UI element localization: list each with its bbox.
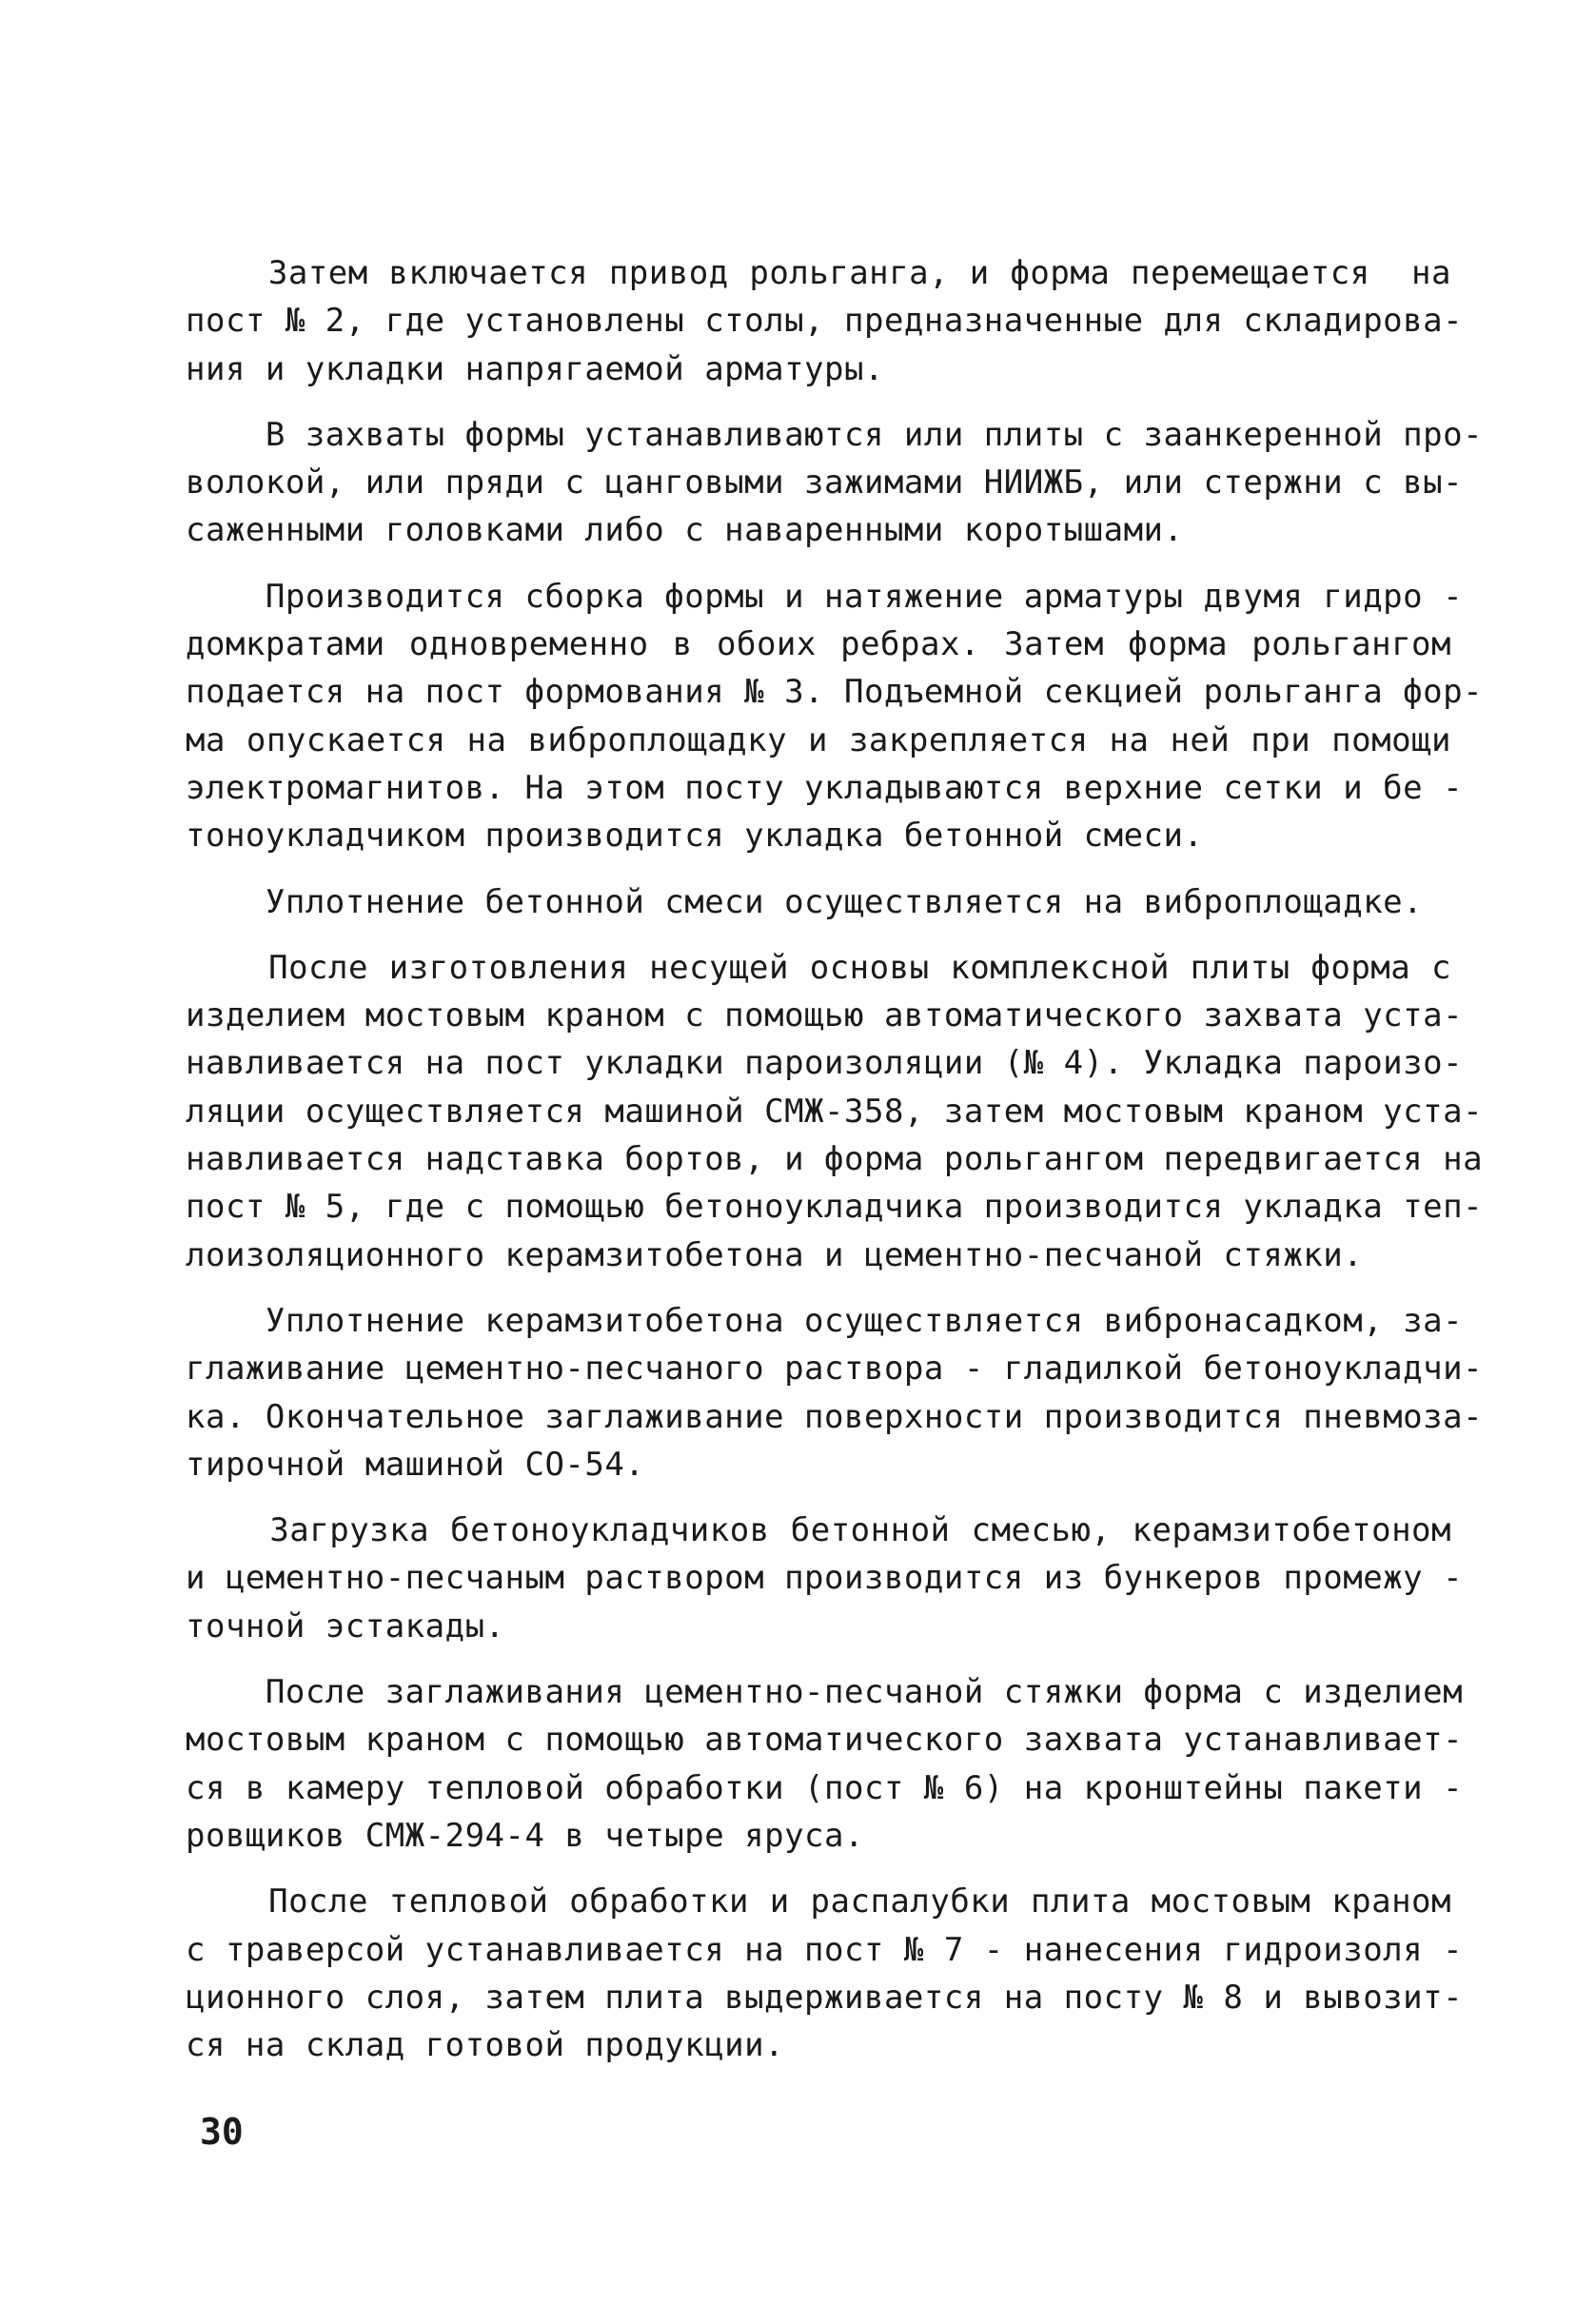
- text-line: ся в камеру тепловой обработки (пост № 6) на кронштейны пакети -: [186, 1768, 1464, 1807]
- paragraph: [186, 1507, 1464, 1650]
- text-line: подается на пост формования № 3. Подъемной секцией рольганга фор-: [186, 673, 1484, 712]
- paragraph: [186, 1297, 1484, 1488]
- text-line: домкратами одновременно в обоих ребрах. Затем форма рольгангом: [186, 625, 1451, 664]
- page-number: 30: [200, 2111, 244, 2153]
- text-line: саженными головками либо с наваренными коротышами.: [186, 511, 1184, 550]
- text-line: глаживание цементно-песчаного раствора - гладилкой бетоноукладчи-: [186, 1350, 1484, 1389]
- text-line: с траверсой устанавливается на пост № 7 - нанесения гидроизоля -: [186, 1930, 1464, 1969]
- text-line: мостовым краном с помощью автоматического захвата устанавливает-: [186, 1721, 1464, 1760]
- text-line: волокой, или пряди с цанговыми зажимами НИИЖБ, или стержни с вы-: [186, 463, 1464, 502]
- paragraph: [186, 249, 1464, 393]
- text-line: лоизоляционного керамзитобетона и цементно-песчаной стяжки.: [186, 1235, 1364, 1274]
- text-line: В захваты формы устанавливаются или плиты с заанкеренной про-: [186, 415, 1484, 454]
- text-line: ционного слоя, затем плита выдерживается на посту № 8 и вывозит-: [186, 1978, 1464, 2017]
- paragraph: [186, 411, 1484, 555]
- text-line: После тепловой обработки и распалубки плита мостовым краном: [186, 1882, 1451, 1921]
- text-line: тирочной машиной СО-54.: [186, 1445, 645, 1484]
- text-line: ся на склад готовой продукции.: [186, 2026, 785, 2065]
- text-line: точной эстакады.: [186, 1606, 505, 1645]
- paragraph: [186, 1878, 1464, 2069]
- text-line: ляции осуществляется машиной СМЖ-358, затем мостовым краном уста-: [186, 1092, 1484, 1131]
- text-line: навливается надставка бортов, и форма рольгангом передвигается на: [186, 1140, 1484, 1179]
- text-line: ка. Окончательное заглаживание поверхности производится пневмоза-: [186, 1397, 1484, 1436]
- body-text: [186, 249, 1484, 2087]
- text-line: навливается на пост укладки пароизоляции (№ 4). Укладка пароизо-: [186, 1044, 1464, 1083]
- text-line: пост № 2, где установлены столы, предназначенные для складирова-: [186, 302, 1464, 341]
- text-line: электромагнитов. На этом посту укладываются верхние сетки и бе -: [186, 768, 1464, 807]
- text-line: ровщиков СМЖ-294-4 в четыре яруса.: [186, 1816, 864, 1855]
- text-line: пост № 5, где с помощью бетоноукладчика производится укладка теп-: [186, 1188, 1484, 1227]
- text-line: Уплотнение керамзитобетона осуществляется вибронасадком, за-: [186, 1301, 1464, 1340]
- text-line: После заглаживания цементно-песчаной стяжки форма с изделием: [186, 1673, 1464, 1712]
- text-line: и цементно-песчаным раствором производится из бункеров промежу -: [186, 1559, 1464, 1598]
- text-line: изделием мостовым краном с помощью автоматического захвата уста-: [186, 996, 1464, 1035]
- text-line: ма опускается на виброплощадку и закрепляется на ней при помощи: [186, 720, 1451, 759]
- paragraph: [186, 944, 1484, 1279]
- paragraph: [186, 573, 1484, 860]
- text-line: Уплотнение бетонной смеси осуществляется на виброплощадке.: [186, 882, 1424, 921]
- text-line: Затем включается привод рольганга, и форма перемещается на: [186, 254, 1451, 292]
- text-line: ния и укладки напрягаемой арматуры.: [186, 349, 884, 388]
- text-line: тоноукладчиком производится укладка бетонной смеси.: [186, 817, 1204, 856]
- text-line: Загрузка бетоноукладчиков бетонной смесью, керамзитобетоном: [186, 1511, 1451, 1550]
- text-line: Производится сборка формы и натяжение арматуры двумя гидро -: [186, 577, 1464, 616]
- paragraph: [186, 878, 1451, 926]
- text-line: После изготовления несущей основы комплексной плиты форма с: [186, 948, 1451, 987]
- paragraph: [186, 1668, 1464, 1860]
